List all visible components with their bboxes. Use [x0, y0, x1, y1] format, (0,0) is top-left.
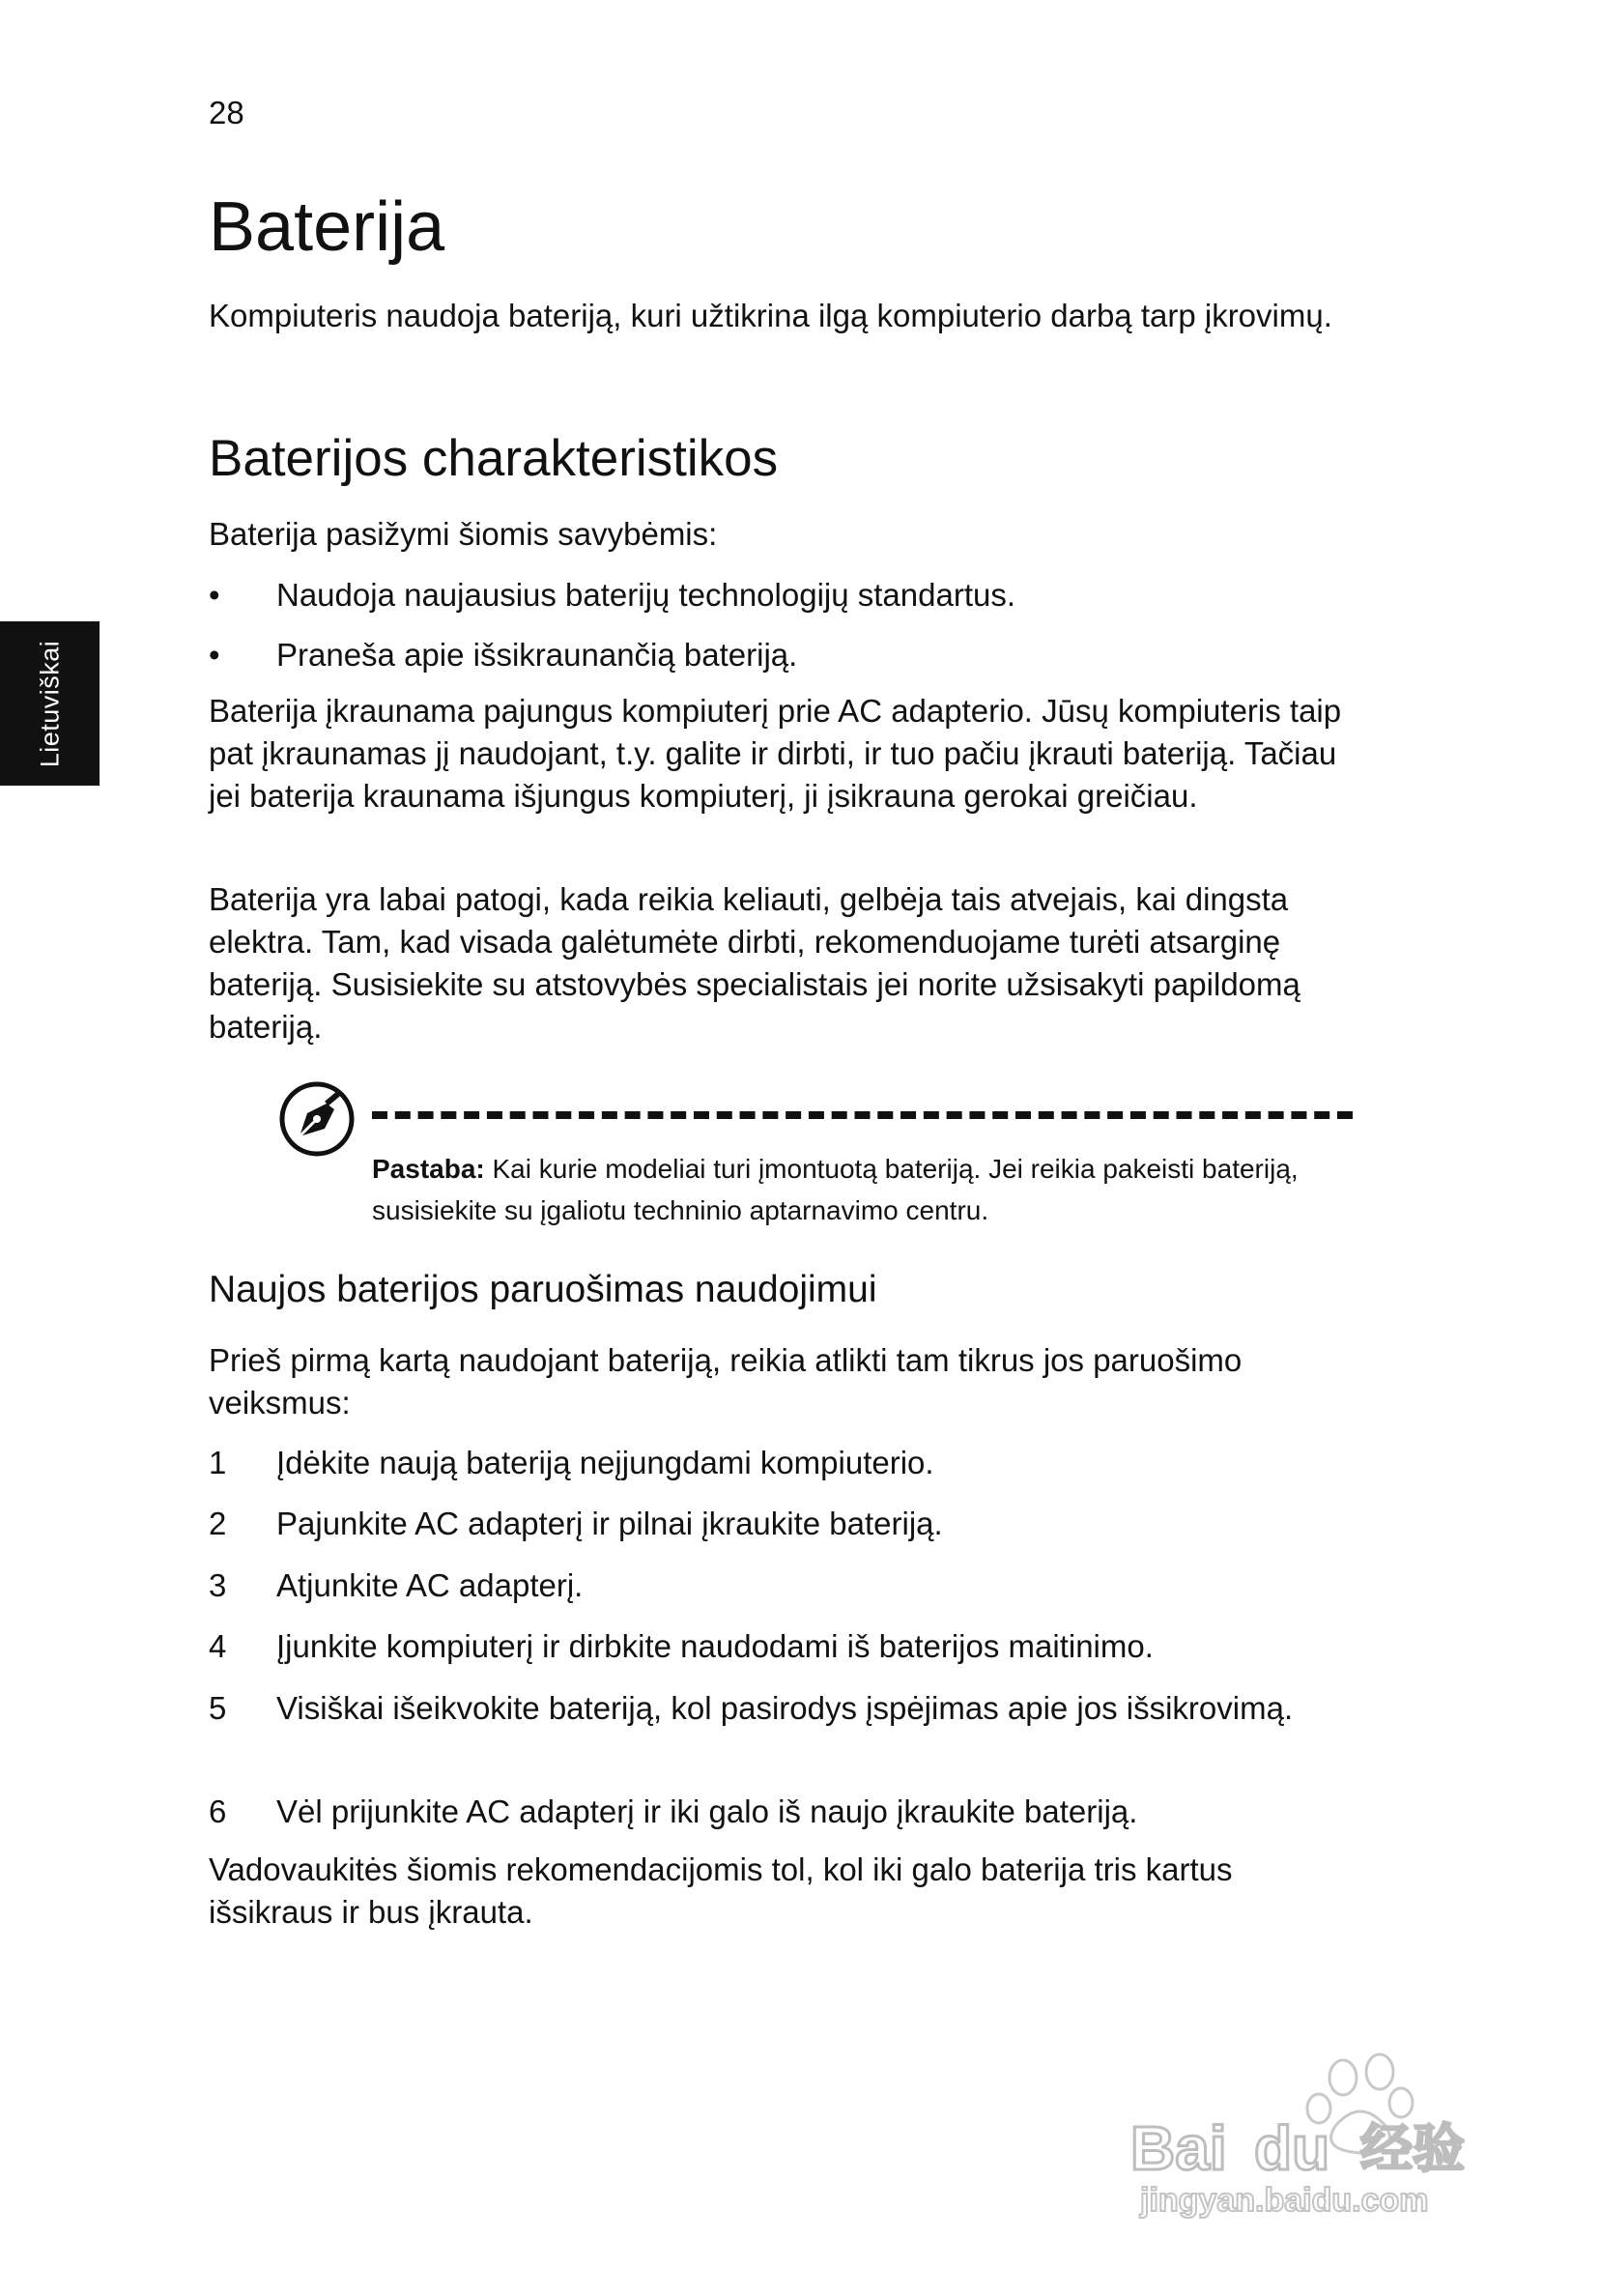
step-number: 5	[209, 1690, 227, 1726]
step-text: Visiškai išeikvokite bateriją, kol pasirodys įspėjimas apie jos išsikrovimą.	[276, 1690, 1294, 1726]
baidu-watermark-logo	[1111, 2029, 1498, 2223]
section1-heading: Baterijos charakteristikos	[209, 430, 779, 487]
note-label: Pastaba:	[372, 1154, 485, 1184]
section1-paragraph-2: Baterija yra labai patogi, kada reikia keliauti, gelbėja tais atvejais, kai dingsta elektra. Tam, kad visada galėtumėte dirbti, rekomenduojame turėti atsarginę bateriją. Susisiekite su atstovybės specialistais jei norite užsisakyti papildomą bateriją.	[209, 881, 1300, 1045]
step-number: 4	[209, 1628, 227, 1664]
note-divider	[372, 1111, 1353, 1119]
language-side-tab-label: Lietuviškai	[35, 640, 64, 767]
svg-text:jingyan.baidu.com: jingyan.baidu.com	[1140, 2182, 1429, 2219]
step-number: 2	[209, 1506, 227, 1541]
step-number: 3	[209, 1567, 227, 1603]
bullet-marker: •	[209, 577, 220, 613]
page-title: Baterija	[209, 188, 445, 266]
note-text	[372, 1148, 1348, 1231]
page-number: 28	[209, 95, 244, 130]
bullet-text: Praneša apie išsikraunančią bateriją.	[276, 637, 798, 673]
section1-paragraph-1: Baterija įkraunama pajungus kompiuterį prie AC adapterio. Jūsų kompiuteris taip pat įkraunamas jį naudojant, t.y. galite ir dirbti, ir tuo pačiu įkrauti bateriją. Tačiau jei baterija kraunama išjungus kompiuterį, ji įsikrauna gerokai greičiau.	[209, 693, 1342, 814]
step-text: Pajunkite AC adapterį ir pilnai įkraukite bateriją.	[276, 1506, 943, 1541]
intro-paragraph: Kompiuteris naudoja bateriją, kuri užtikrina ilgą kompiuterio darbą tarp įkrovimų.	[209, 298, 1332, 333]
step-text: Įdėkite naują bateriją neįjungdami kompiuterio.	[276, 1445, 934, 1480]
bullet-text: Naudoja naujausius baterijų technologijų standartus.	[276, 577, 1016, 613]
note-body: Kai kurie modeliai turi įmontuotą bateriją. Jei reikia pakeisti bateriją, susisiekite su įgaliotu techninio aptarnavimo centru.	[372, 1154, 1299, 1225]
step-number: 1	[209, 1445, 227, 1480]
section2-lead: Prieš pirmą kartą naudojant bateriją, reikia atlikti tam tikrus jos paruošimo veiksmus:	[209, 1342, 1243, 1421]
step-number: 6	[209, 1794, 227, 1829]
bullet-marker: •	[209, 637, 220, 673]
svg-text:Bai: Bai	[1130, 2113, 1227, 2183]
language-side-tab	[0, 621, 100, 786]
step-text: Atjunkite AC adapterį.	[276, 1567, 584, 1603]
pen-nib-icon	[278, 1080, 356, 1158]
step-text: Vėl prijunkite AC adapterį ir iki galo iš naujo įkraukite bateriją.	[276, 1794, 1138, 1829]
section2-heading: Naujos baterijos paruošimas naudojimui	[209, 1269, 877, 1310]
section1-lead: Baterija pasižymi šiomis savybėmis:	[209, 516, 718, 552]
step-text: Įjunkite kompiuterį ir dirbkite naudodami iš baterijos maitinimo.	[276, 1628, 1154, 1664]
svg-text:经验: 经验	[1360, 2118, 1465, 2179]
section2-closing: Vadovaukitės šiomis rekomendacijomis tol, kol iki galo baterija tris kartus išsikraus ir bus įkrauta.	[209, 1851, 1233, 1930]
svg-text:du: du	[1254, 2113, 1330, 2183]
